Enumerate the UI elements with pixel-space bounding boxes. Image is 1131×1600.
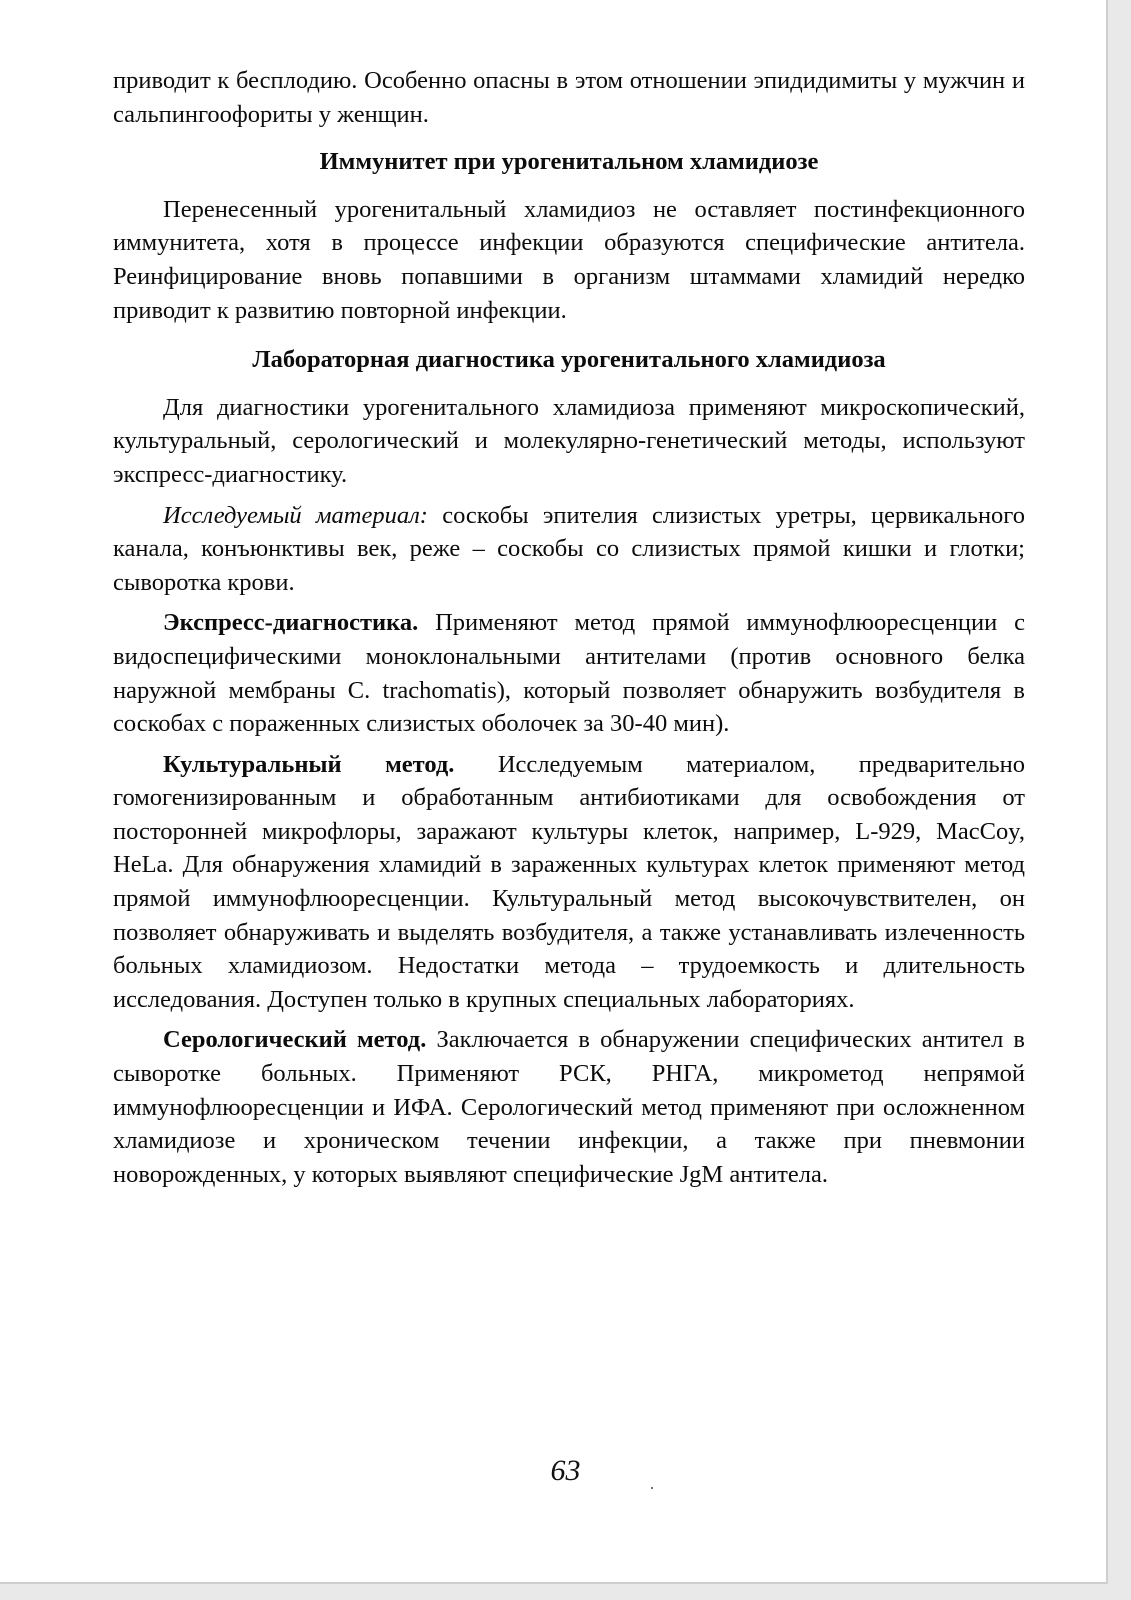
culture-paragraph — [113, 748, 1025, 1017]
page-number: 63 — [550, 1454, 581, 1487]
material-paragraph — [113, 499, 1025, 600]
immunity-paragraph: Перенесенный урогенитальный хламидиоз не оставляет постинфекционного иммунитета, хотя в процессе инфекции образуются специфические антитела. Реинфицирование вновь попавшими в организм штаммами хламидий нередко приводит к развитию повторной инфекции. — [113, 195, 1025, 324]
express-paragraph — [113, 606, 1025, 740]
diagnostics-intro-paragraph: Для диагностики урогенитального хламидиоза применяют микроскопический, культуральный, серологический и молекулярно-генетический методы, используют экспресс-диагностику. — [113, 393, 1025, 488]
material-label: Исследуемый материал: — [163, 501, 428, 529]
material-text: соскобы эпителия слизистых уретры, цервикального канала, конъюнктивы век, реже – соскобы со слизистых прямой кишки и глотки; сыворотка крови. — [113, 501, 1025, 596]
heading-immunity: Иммунитет при урогенитальном хламидиозе — [319, 148, 819, 176]
print-speck — [651, 1487, 653, 1489]
express-text: Применяют метод прямой иммунофлюоресценции с видоспецифическими моноклональными антителами (против основного белка наружной мембраны C. trachomatis), который позволяет обнаружить возбудителя в соскобах с пораженных слизистых оболочек за 30-40 мин). — [113, 609, 1025, 738]
serology-text: Заключается в обнаружении специфических антител в сыворотке больных. Применяют РСК, РНГА, микрометод непрямой иммунофлюоресценции и ИФА. Серологический метод применяют при осложненном хламидиозе и хроническом течении инфекции, а также при пневмонии новорожденных, у которых выявляют специфические JgM антитела. — [113, 1026, 1025, 1188]
express-label: Экспресс-диагностика. — [163, 609, 419, 637]
serology-paragraph — [113, 1023, 1025, 1191]
serology-label: Серологический метод. — [163, 1026, 427, 1054]
culture-text: Исследуемым материалом, предварительно гомогенизированным и обработанным антибиотиками для освобождения от посторонней микрофлоры, заражают культуры клеток, например, L-929, MacCoy, HeLa. Для обнаружения хламидий в зараженных культурах клеток применяют метод прямой иммунофлюоресценции. Культуральный метод высокочувствителен, он позволяет обнаруживать и выделять возбудителя, а также устанавливать излеченность больных хламидиозом. Недостатки метода – трудоемкость и длительность исследования. Доступен только в крупных специальных лабораториях. — [113, 750, 1026, 1013]
culture-label: Культуральный метод. — [163, 750, 455, 778]
intro-paragraph: приводит к бесплодию. Особенно опасны в этом отношении эпидидимиты у мужчин и сальпингоофориты у женщин. — [113, 67, 1025, 128]
page-body — [113, 64, 1025, 1191]
heading-lab-diagnostics: Лабораторная диагностика урогенитального хламидиоза — [252, 346, 886, 374]
